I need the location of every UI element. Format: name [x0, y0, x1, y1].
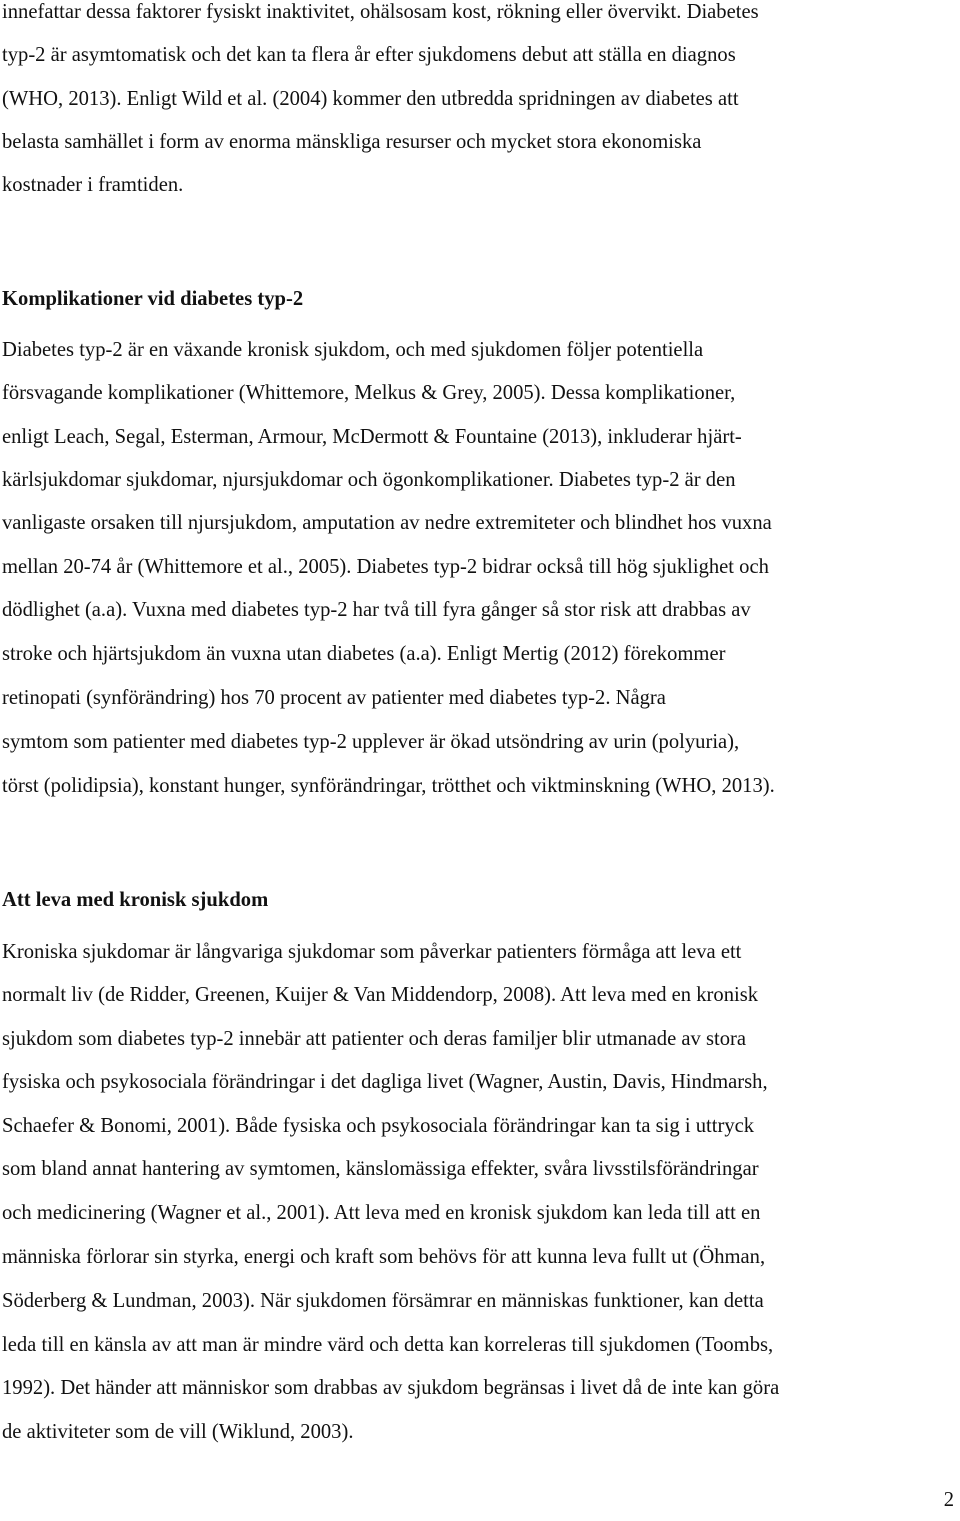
text-line: de aktiviteter som de vill (Wiklund, 2003). [2, 1421, 354, 1443]
text-line: dödlighet (a.a). Vuxna med diabetes typ-2 har två till fyra gånger så stor risk att drabbas av [2, 599, 751, 621]
text-line: försvagande komplikationer (Whittemore, Melkus & Grey, 2005). Dessa komplikationer, [2, 382, 736, 404]
text-line: (WHO, 2013). Enligt Wild et al. (2004) kommer den utbredda spridningen av diabetes att [2, 88, 739, 110]
text-line: symtom som patienter med diabetes typ-2 upplever är ökad utsöndring av urin (polyuria), [2, 731, 740, 753]
text-line: retinopati (synförändring) hos 70 procent av patienter med diabetes typ-2. Några [2, 687, 666, 709]
text-line: innefattar dessa faktorer fysiskt inaktivitet, ohälsosam kost, rökning eller övervikt. Diabetes [2, 1, 759, 23]
text-line: Schaefer & Bonomi, 2001). Både fysiska och psykosociala förändringar kan ta sig i uttryck [2, 1115, 755, 1137]
text-line: vanligaste orsaken till njursjukdom, amputation av nedre extremiteter och blindhet hos vuxna [2, 512, 772, 534]
text-line: leda till en känsla av att man är mindre värd och detta kan korreleras till sjukdomen (Toombs, [2, 1334, 774, 1356]
text-line: människa förlorar sin styrka, energi och kraft som behövs för att kunna leva fullt ut (Öhman, [2, 1246, 766, 1268]
text-line: 1992). Det händer att människor som drabbas av sjukdom begränsas i livet då de inte kan göra [2, 1377, 780, 1399]
text-line: belasta samhället i form av enorma mänskliga resurser och mycket stora ekonomiska [2, 131, 702, 153]
text-line: Diabetes typ-2 är en växande kronisk sjukdom, och med sjukdomen följer potentiella [2, 339, 704, 361]
text-line: sjukdom som diabetes typ-2 innebär att patienter och deras familjer blir utmanade av stora [2, 1028, 746, 1050]
text-line: som bland annat hantering av symtomen, känslomässiga effekter, svåra livsstilsförändringar [2, 1158, 759, 1180]
page-number: 2 [943, 1489, 954, 1511]
text-line: kärlsjukdomar sjukdomar, njursjukdomar och ögonkomplikationer. Diabetes typ-2 är den [2, 469, 736, 491]
text-line: stroke och hjärtsjukdom än vuxna utan diabetes (a.a). Enligt Mertig (2012) förekommer [2, 643, 726, 665]
text-line: mellan 20-74 år (Whittemore et al., 2005). Diabetes typ-2 bidrar också till hög sjuklighet och [2, 556, 769, 578]
section-heading: Att leva med kronisk sjukdom [2, 889, 269, 911]
section-heading: Komplikationer vid diabetes typ-2 [2, 288, 304, 310]
text-line: normalt liv (de Ridder, Greenen, Kuijer & Van Middendorp, 2008). Att leva med en kronisk [2, 984, 759, 1006]
text-line: enligt Leach, Segal, Esterman, Armour, McDermott & Fountaine (2013), inkluderar hjärt- [2, 426, 742, 448]
text-line: Kroniska sjukdomar är långvariga sjukdomar som påverkar patienters förmåga att leva ett [2, 941, 742, 963]
text-line: törst (polidipsia), konstant hunger, synförändringar, trötthet och viktminskning (WHO, 2013). [2, 775, 775, 797]
text-line: och medicinering (Wagner et al., 2001). Att leva med en kronisk sjukdom kan leda till att en [2, 1202, 761, 1224]
text-line: fysiska och psykosociala förändringar i det dagliga livet (Wagner, Austin, Davis, Hindmarsh, [2, 1071, 768, 1093]
text-line: typ-2 är asymtomatisk och det kan ta flera år efter sjukdomens debut att ställa en diagnos [2, 44, 736, 66]
text-line: kostnader i framtiden. [2, 174, 184, 196]
text-line: Söderberg & Lundman, 2003). När sjukdomen försämrar en människas funktioner, kan detta [2, 1290, 764, 1312]
